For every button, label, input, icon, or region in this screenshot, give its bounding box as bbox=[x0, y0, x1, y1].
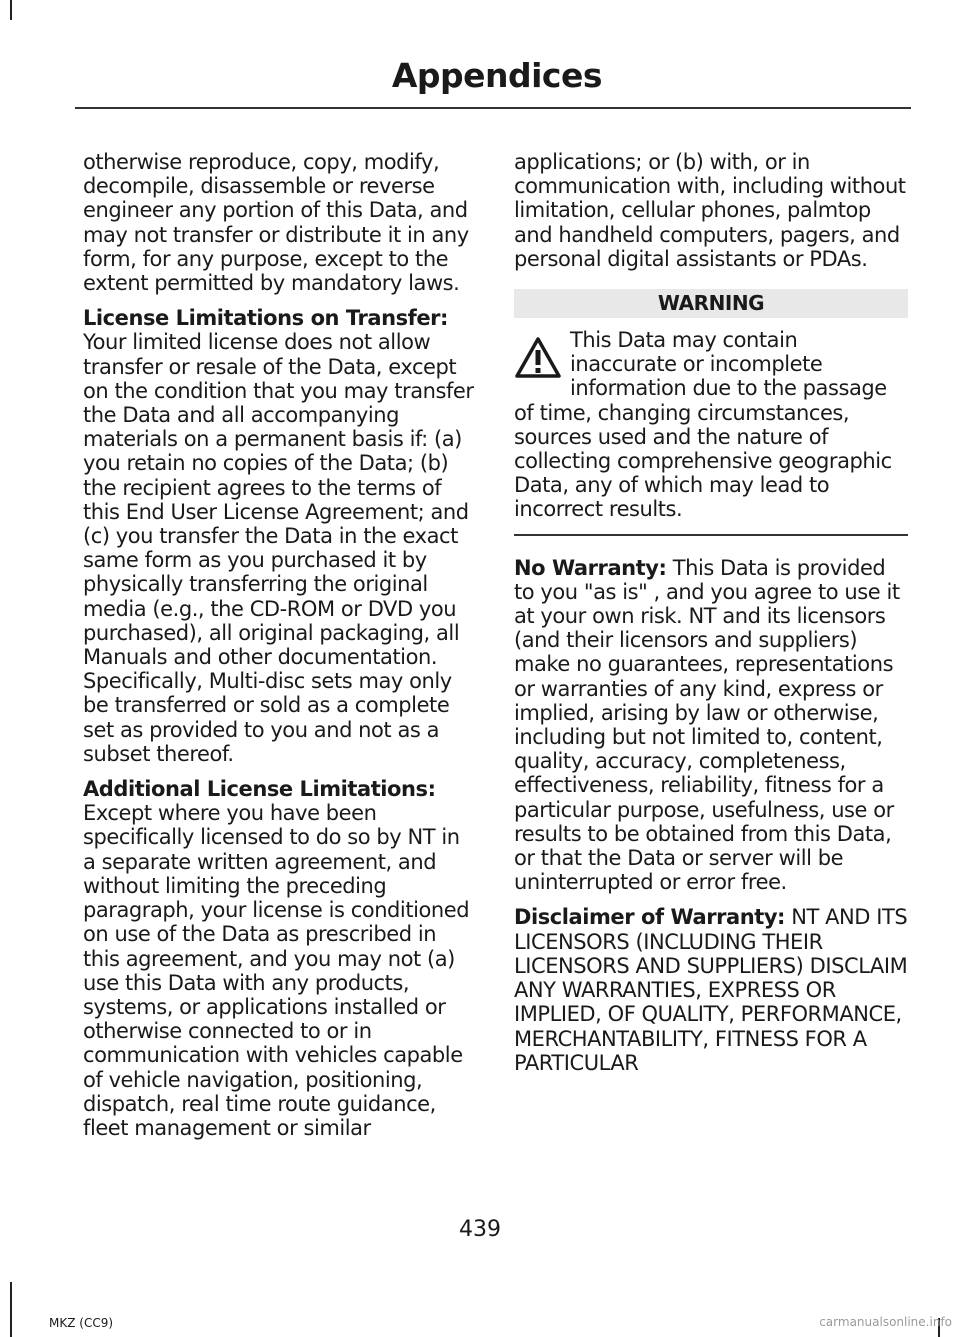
page-number: 439 bbox=[459, 1217, 501, 1242]
additional-text: Except where you have been specifically licensed to do so by NT in a separate written agreement, and without limiting the preceding paragraph, your license is conditioned on use of the Data as prescribed in this agreement, and you may not (a) use this Data with any products, systems, or applications installed or otherwise connected to or in communication with vehicles capable of vehicle navigation, positioning, dispatch, real time route guidance, fleet management or similar bbox=[83, 801, 470, 1140]
warning-text: This Data may contain inaccurate or incomplete information due to the passage of time, changing circumstances, sources used and the nature of collecting comprehensive geographic Data, any of which may lead to incorrect results. bbox=[514, 328, 892, 522]
page-title: Appendices bbox=[391, 56, 602, 95]
transfer-heading: License Limitations on Transfer: bbox=[83, 306, 448, 331]
watermark: carmanualsonline.info bbox=[819, 1315, 952, 1329]
warning-heading: WARNING bbox=[514, 289, 908, 318]
right-column bbox=[514, 150, 908, 1086]
crop-mark-top-left bbox=[10, 0, 12, 20]
paragraph-additional-limitations bbox=[83, 777, 478, 1140]
warning-triangle-icon bbox=[514, 336, 562, 380]
disclaimer-heading: Disclaimer of Warranty: bbox=[514, 905, 786, 930]
disclaimer-text: NT AND ITS LICENSORS (INCLUDING THEIR LICENSORS AND SUPPLIERS) DISCLAIM ANY WARRANTIES, EXPRESS OR IMPLIED, OF QUALITY, PERFORMANCE, MERCHANTABILITY, FITNESS FOR A PARTICULAR bbox=[514, 905, 908, 1075]
paragraph-reproduction: otherwise reproduce, copy, modify, decompile, disassemble or reverse engineer any portion of this Data, and may not transfer or distribute it in any form, for any purpose, except to the extent permitted by mandatory laws. bbox=[83, 150, 469, 296]
no-warranty-heading: No Warranty: bbox=[514, 555, 667, 580]
additional-heading: Additional License Limitations: bbox=[83, 777, 436, 802]
transfer-text: Your limited license does not allow transfer or resale of the Data, except on the condition that you may transfer the Data and all accompanying materials on a permanent basis if: (a) you retain no copies of the Data; (b) the recipient agrees to the terms of this End User License Agreement; and (c) you transfer the Data in the exact same form as you purchased it by physically transferring the original media (e.g., the CD-ROM or DVD you purchased), all original packaging, all Manuals and other documentation. Specifically, Multi-disc sets may only be transferred or sold as a complete set as provided to you and not as a subset thereof. bbox=[83, 330, 474, 766]
header-divider bbox=[75, 107, 911, 109]
model-code: MKZ (CC9) bbox=[49, 1316, 114, 1330]
paragraph-applications: applications; or (b) with, or in communication with, including without limitation, cellular phones, palmtop and handheld computers, pagers, and personal digital assistants or PDAs. bbox=[514, 150, 906, 271]
paragraph-transfer-limitations bbox=[83, 306, 478, 766]
warning-box bbox=[514, 328, 908, 536]
paragraph-no-warranty bbox=[514, 556, 908, 895]
crop-mark-bottom-left bbox=[10, 1282, 12, 1337]
left-column bbox=[83, 150, 478, 1151]
no-warranty-text: This Data is provided to you "as is" , and you agree to use it at your own risk. NT and its licensors (and their licensors and suppliers) make no guarantees, representations or warranties of any kind, express or implied, arising by law or otherwise, including but not limited to, content, quality, accuracy, completeness, effectiveness, reliability, fitness for a particular purpose, usefulness, use or results to be obtained from this Data, or that the Data or server will be uninterrupted or error free. bbox=[514, 555, 900, 895]
paragraph-disclaimer bbox=[514, 905, 908, 1074]
